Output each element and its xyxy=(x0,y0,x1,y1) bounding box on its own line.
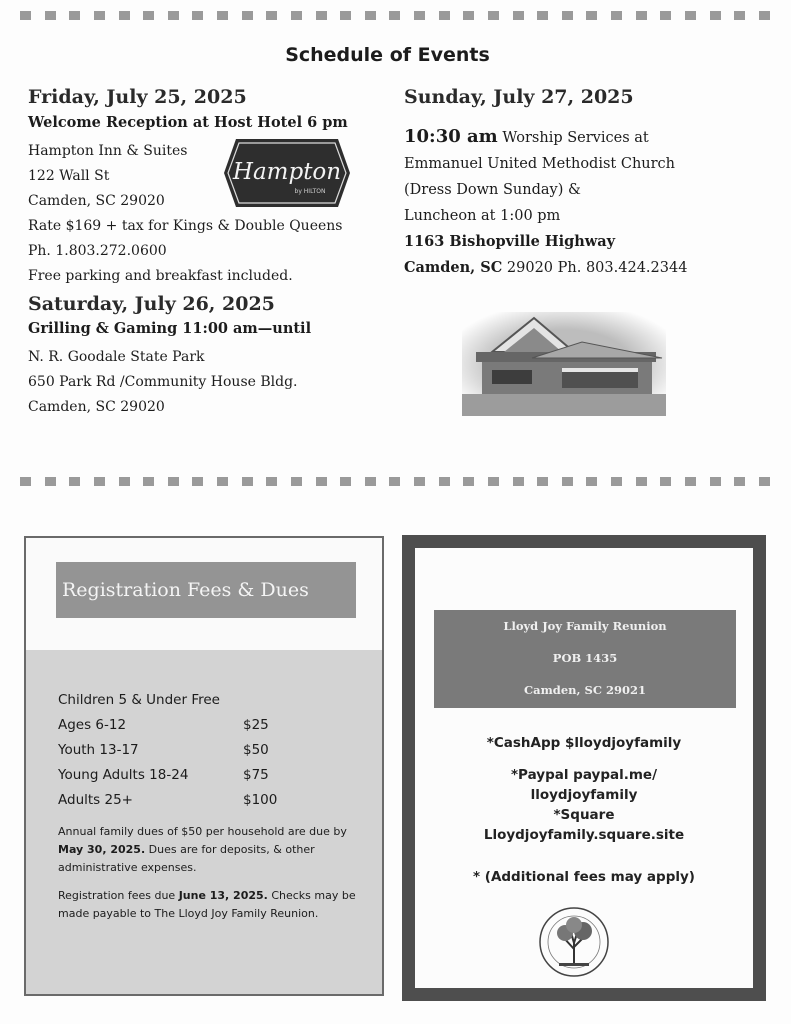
top-dashed-divider xyxy=(20,11,770,21)
dash-mark xyxy=(291,11,302,20)
saturday-heading: Saturday, July 26, 2025 xyxy=(28,292,275,315)
fee-label: Youth 13-17 xyxy=(58,742,139,758)
dash-mark xyxy=(192,11,203,20)
saturday-event: Grilling & Gaming 11:00 am—until xyxy=(28,320,312,338)
sunday-line-2: Emmanuel United Methodist Church xyxy=(404,155,676,172)
fee-row xyxy=(58,738,368,763)
dash-mark xyxy=(586,11,597,20)
dash-mark xyxy=(69,11,80,20)
dash-mark xyxy=(94,11,105,20)
dash-mark xyxy=(710,477,721,486)
saturday-line: 650 Park Rd /Community House Bldg. xyxy=(28,374,298,391)
dues-date: May 30, 2025. xyxy=(58,843,146,856)
dash-mark xyxy=(340,11,351,20)
dash-mark xyxy=(513,477,524,486)
dash-mark xyxy=(734,11,745,20)
dash-mark xyxy=(463,477,474,486)
dash-mark xyxy=(217,11,228,20)
dash-mark xyxy=(316,477,327,486)
dash-mark xyxy=(414,477,425,486)
dash-mark xyxy=(45,11,56,20)
fees-header-area xyxy=(26,538,382,650)
sunday-zip-phone: 29020 Ph. 803.424.2344 xyxy=(502,259,688,276)
square-line-2: Lloydjoyfamily.square.site xyxy=(483,827,685,843)
fee-amount: $75 xyxy=(243,767,269,783)
dash-mark xyxy=(192,477,203,486)
registration-text: Registration fees due xyxy=(58,889,179,902)
dash-mark xyxy=(365,477,376,486)
dash-mark xyxy=(94,477,105,486)
friday-line: Hampton Inn & Suites xyxy=(28,142,188,159)
dash-mark xyxy=(119,477,130,486)
dash-mark xyxy=(636,11,647,20)
fee-label: Children 5 & Under Free xyxy=(58,692,220,708)
fee-row xyxy=(58,763,368,788)
dash-mark xyxy=(266,477,277,486)
friday-line: Camden, SC 29020 xyxy=(28,192,165,209)
dash-mark xyxy=(389,11,400,20)
dash-mark xyxy=(143,477,154,486)
dash-mark xyxy=(537,11,548,20)
fees-heading: Registration Fees & Dues xyxy=(56,562,356,618)
sunday-line-4: Luncheon at 1:00 pm xyxy=(404,207,561,224)
friday-line: Rate $169 + tax for Kings & Double Queens xyxy=(28,217,343,234)
saturday-line: Camden, SC 29020 xyxy=(28,399,165,416)
dash-mark xyxy=(513,11,524,20)
dash-mark xyxy=(365,11,376,20)
dash-mark xyxy=(242,477,253,486)
dash-mark xyxy=(611,477,622,486)
fee-label: Adults 25+ xyxy=(58,792,133,808)
friday-line: Free parking and breakfast included. xyxy=(28,267,293,284)
fee-row xyxy=(58,713,368,738)
dash-mark xyxy=(266,11,277,20)
sunday-line-5: 1163 Bishopville Highway xyxy=(404,232,616,250)
hampton-logo-icon xyxy=(222,137,352,209)
dash-mark xyxy=(611,11,622,20)
registration-date: June 13, 2025. xyxy=(178,889,268,902)
right-column xyxy=(404,86,779,281)
dash-mark xyxy=(660,11,671,20)
fee-label: Young Adults 18-24 xyxy=(58,767,189,783)
dash-mark xyxy=(389,477,400,486)
address-line: POB 1435 xyxy=(552,651,618,665)
mailing-address-banner xyxy=(434,610,736,708)
dash-mark xyxy=(759,11,770,20)
dash-mark xyxy=(636,477,647,486)
dash-mark xyxy=(217,477,228,486)
payment-box xyxy=(402,535,766,1001)
dash-mark xyxy=(168,11,179,20)
paypal-line-2: lloydjoyfamily xyxy=(530,787,638,803)
dash-mark xyxy=(488,477,499,486)
registration-text-end: Checks may be made payable to The Lloyd Joy Family Reunion. xyxy=(58,889,356,920)
dash-mark xyxy=(586,477,597,486)
dash-mark xyxy=(488,11,499,20)
friday-event: Welcome Reception at Host Hotel 6 pm xyxy=(28,113,348,131)
additional-fees-note: * (Additional fees may apply) xyxy=(473,869,695,885)
dues-text-end: Dues are for deposits, & other administrative expenses. xyxy=(58,843,315,874)
address-line: Camden, SC 29021 xyxy=(524,683,646,697)
registration-note xyxy=(58,887,368,923)
registration-fees-box xyxy=(24,536,384,996)
dash-mark xyxy=(759,477,770,486)
dash-mark xyxy=(340,477,351,486)
payment-methods xyxy=(415,733,753,887)
sunday-city: Camden, SC xyxy=(404,258,503,276)
address-line: Lloyd Joy Family Reunion xyxy=(503,619,667,633)
dash-mark xyxy=(537,477,548,486)
friday-heading: Friday, July 25, 2025 xyxy=(28,86,247,108)
dash-mark xyxy=(414,11,425,20)
dash-mark xyxy=(20,477,31,486)
sunday-line-6 xyxy=(404,255,779,281)
fee-amount: $100 xyxy=(243,792,278,808)
dash-mark xyxy=(562,477,573,486)
dash-mark xyxy=(69,477,80,486)
dash-mark xyxy=(660,477,671,486)
dash-mark xyxy=(439,477,450,486)
fee-amount: $50 xyxy=(243,742,269,758)
dash-mark xyxy=(734,477,745,486)
sunday-line-1 xyxy=(404,124,779,151)
dash-mark xyxy=(439,11,450,20)
saturday-line: N. R. Goodale State Park xyxy=(28,349,205,366)
sunday-time-rest: Worship Services at xyxy=(497,129,649,146)
dash-mark xyxy=(710,11,721,20)
middle-dashed-divider xyxy=(20,477,770,487)
fee-row xyxy=(58,788,368,813)
dues-note xyxy=(58,823,368,877)
sunday-heading: Sunday, July 27, 2025 xyxy=(404,86,634,108)
square-line: *Square xyxy=(553,807,615,823)
dues-text: Annual family dues of $50 per household are due by xyxy=(58,825,347,838)
family-tree-seal-icon xyxy=(537,905,611,979)
dash-mark xyxy=(291,477,302,486)
fees-body xyxy=(58,688,368,923)
dash-mark xyxy=(463,11,474,20)
dash-mark xyxy=(685,11,696,20)
hampton-logo-subtext: by HILTON xyxy=(294,188,326,195)
friday-line: Ph. 1.803.272.0600 xyxy=(28,242,167,259)
dash-mark xyxy=(143,11,154,20)
hampton-logo-text: Hampton xyxy=(232,159,342,185)
fee-label: Ages 6-12 xyxy=(58,717,127,733)
dash-mark xyxy=(119,11,130,20)
friday-line: 122 Wall St xyxy=(28,167,110,184)
fee-amount: $25 xyxy=(243,717,269,733)
cashapp-line: *CashApp $lloydjoyfamily xyxy=(486,735,682,751)
dash-mark xyxy=(168,477,179,486)
dash-mark xyxy=(685,477,696,486)
dash-mark xyxy=(45,477,56,486)
page-title: Schedule of Events xyxy=(285,44,490,66)
church-photo-icon xyxy=(462,312,666,416)
paypal-line: *Paypal paypal.me/ xyxy=(510,767,658,783)
dash-mark xyxy=(562,11,573,20)
dash-mark xyxy=(20,11,31,20)
sunday-time: 10:30 am xyxy=(404,125,498,147)
dash-mark xyxy=(242,11,253,20)
dash-mark xyxy=(316,11,327,20)
sunday-line-3: (Dress Down Sunday) & xyxy=(404,181,581,198)
fee-row xyxy=(58,688,368,713)
